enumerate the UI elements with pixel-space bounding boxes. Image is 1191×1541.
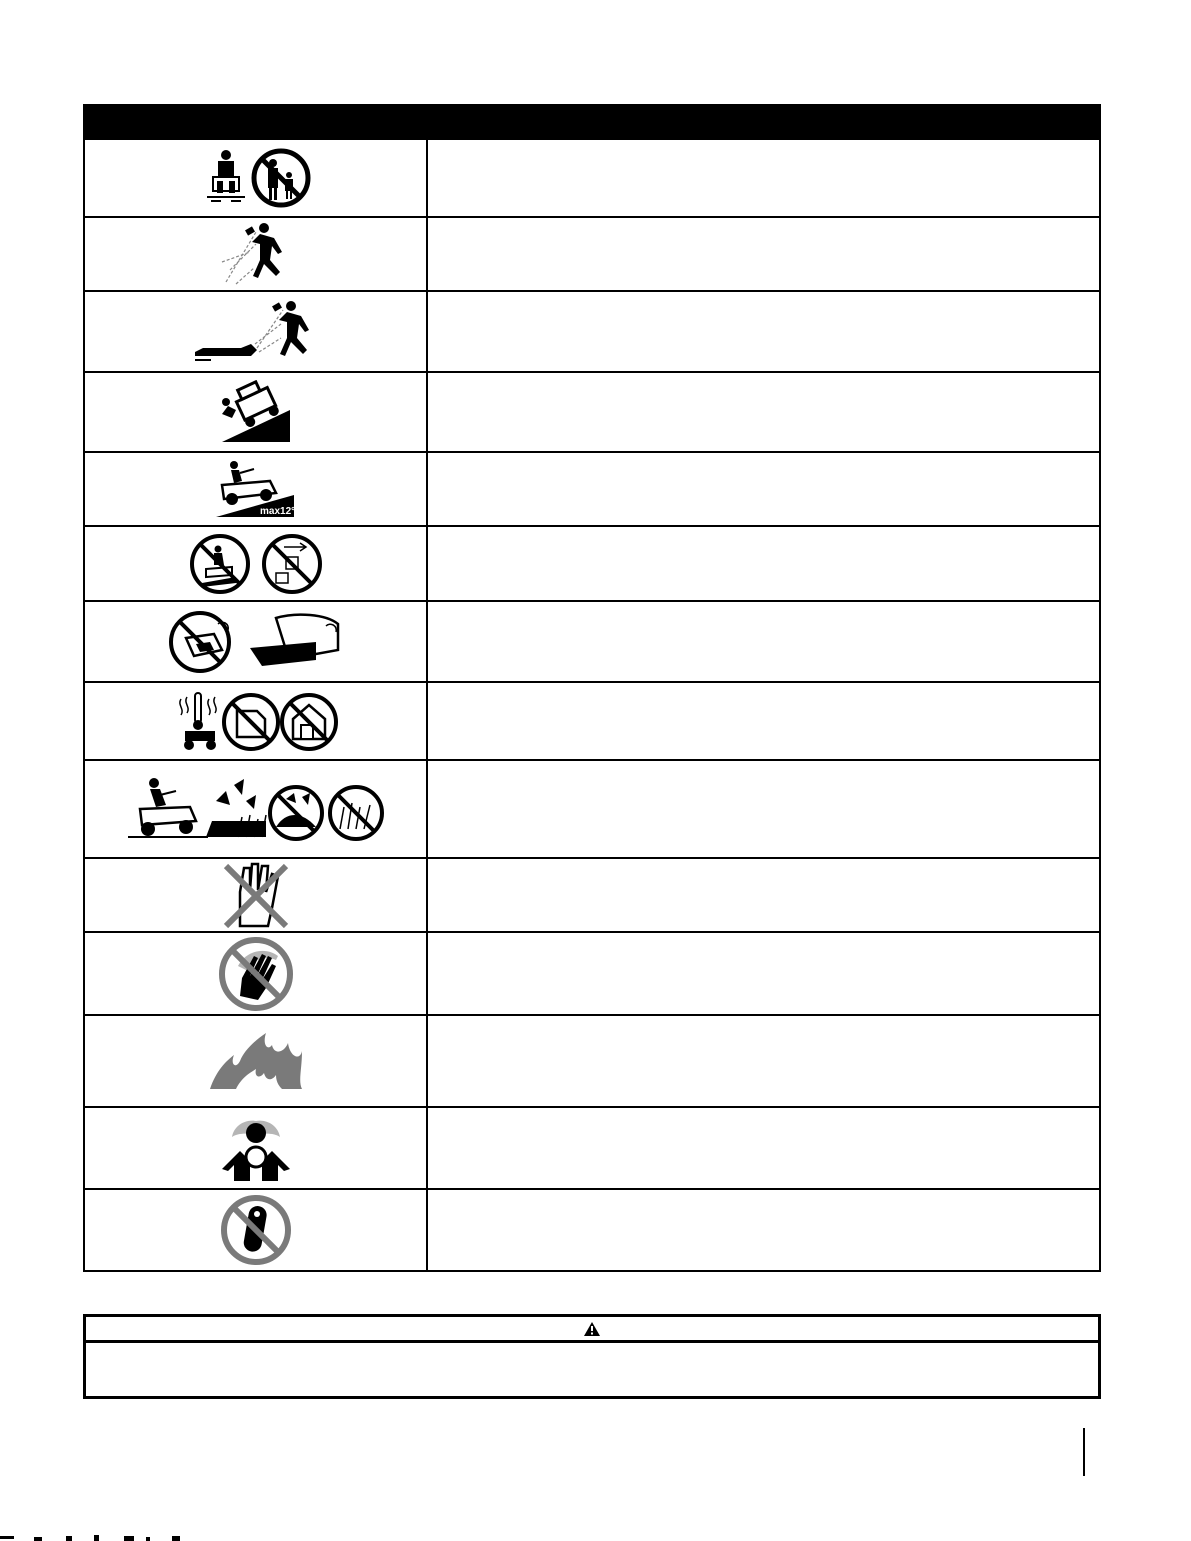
deck-guard-icon [85,602,428,681]
toxic-fumes-icon [85,1108,428,1188]
fire-icon [85,1016,428,1106]
table-row [85,600,1099,681]
table-row [85,1014,1099,1106]
table-row [85,290,1099,371]
no-hands-icon [85,859,428,931]
row-description [428,602,1099,681]
table-header [85,106,1099,138]
page-number-divider [1083,1428,1085,1476]
table-row [85,1106,1099,1188]
table-row [85,857,1099,931]
row-description [428,1016,1099,1106]
max-slope-icon [85,453,428,525]
row-description [428,1190,1099,1270]
row-description [428,292,1099,371]
row-description [428,453,1099,525]
discharge-thrown-objects-icon [85,292,428,371]
row-description [428,761,1099,857]
row-description [428,1108,1099,1188]
hot-surface-fuel-icon [85,683,428,759]
warning-header [86,1317,1098,1343]
table-row [85,1188,1099,1270]
row-description [428,140,1099,216]
row-description [428,218,1099,290]
debris-fire-icon [85,761,428,857]
rollover-slope-icon [85,373,428,451]
warning-box [83,1314,1101,1399]
table-row [85,525,1099,600]
safety-symbols-table [83,104,1101,1272]
table-row [85,216,1099,290]
svg-text:max12°: max12° [259,506,295,517]
header-icon-col [85,106,428,138]
no-mow-on-slope-icon [85,527,428,600]
table-row [85,931,1099,1014]
table-row [85,759,1099,857]
row-description [428,373,1099,451]
table-row [85,451,1099,525]
keep-children-away-icon [85,140,428,216]
table-row [85,371,1099,451]
footer-strip [0,1528,200,1541]
row-description [428,933,1099,1014]
row-description [428,527,1099,600]
warning-body [86,1343,1098,1359]
table-row [85,138,1099,216]
row-description [428,683,1099,759]
no-smoking-icon [85,1190,428,1270]
thrown-objects-icon [85,218,428,290]
warning-triangle-icon [584,1322,600,1336]
table-row [85,681,1099,759]
no-hand-contact-icon [85,933,428,1014]
row-description [428,859,1099,931]
